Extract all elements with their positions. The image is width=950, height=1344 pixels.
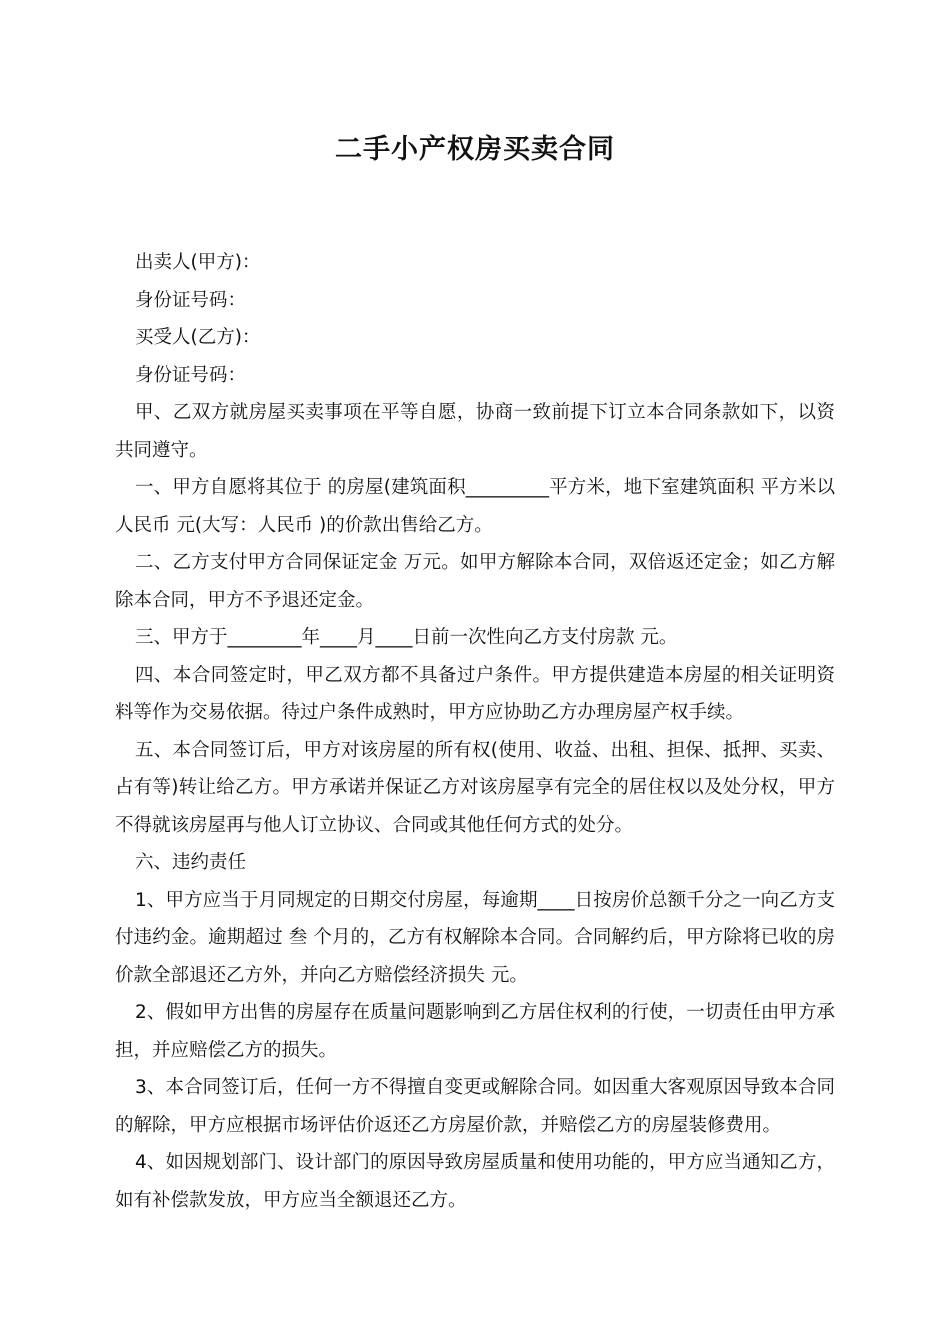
contract-body (115, 244, 835, 1219)
buyer-id-field: 身份证号码： (135, 364, 247, 386)
clause-1: 一、甲方自愿将其位于 的房屋(建筑面积_________平方米，地下室建筑面积 平方米以人民币 元(大写：人民币 )的价款出售给乙方。 (115, 477, 835, 536)
document-title: 二手小产权房买卖合同 (335, 134, 615, 165)
preamble-paragraph: 甲、乙双方就房屋买卖事项在平等自愿，协商一致前提下订立本合同条款如下，以资共同遵守。 (115, 402, 835, 461)
clause-5: 五、本合同签订后，甲方对该房屋的所有权(使用、收益、出租、担保、抵押、买卖、占有等)转让给乙方。甲方承诺并保证乙方对该房屋享有完全的居住权以及处分权，甲方不得就该房屋再与他人订立协议、合同或其他任何方式的处分。 (115, 739, 835, 836)
seller-field: 出卖人(甲方)： (135, 252, 261, 273)
clause-6-heading: 六、违约责任 (135, 852, 247, 873)
breach-item-3: 3、本合同签订后，任何一方不得擅自变更或解除合同。如因重大客观原因导致本合同的解除，甲方应根据市场评估价返还乙方房屋价款，并赔偿乙方的房屋装修费用。 (115, 1077, 835, 1136)
clause-3: 三、甲方于________年____月____日前一次性向乙方支付房款 元。 (135, 627, 678, 648)
clause-2: 二、乙方支付甲方合同保证定金 万元。如甲方解除本合同，双倍返还定金；如乙方解除本合同，甲方不予退还定金。 (115, 552, 835, 611)
clause-4: 四、本合同签定时，甲乙双方都不具备过户条件。甲方提供建造本房屋的相关证明资料等作为交易依据。待过户条件成熟时，甲方应协助乙方办理房屋产权手续。 (115, 664, 835, 723)
breach-item-1: 1、甲方应当于月同规定的日期交付房屋，每逾期____日按房价总额千分之一向乙方支付违约金。逾期超过 叁 个月的，乙方有权解除本合同。合同解约后，甲方除将已收的房价款全部退还乙方外，并向乙方赔偿经济损失 元。 (115, 889, 835, 986)
buyer-field: 买受人(乙方)： (135, 327, 261, 348)
seller-id-field: 身份证号码： (135, 289, 247, 311)
breach-item-4: 4、如因规划部门、设计部门的原因导致房屋质量和使用功能的，甲方应当通知乙方，如有补偿款发放，甲方应当全额退还乙方。 (115, 1152, 835, 1211)
breach-item-2: 2、假如甲方出售的房屋存在质量问题影响到乙方居住权利的行使，一切责任由甲方承担，并应赔偿乙方的损失。 (115, 1002, 835, 1061)
